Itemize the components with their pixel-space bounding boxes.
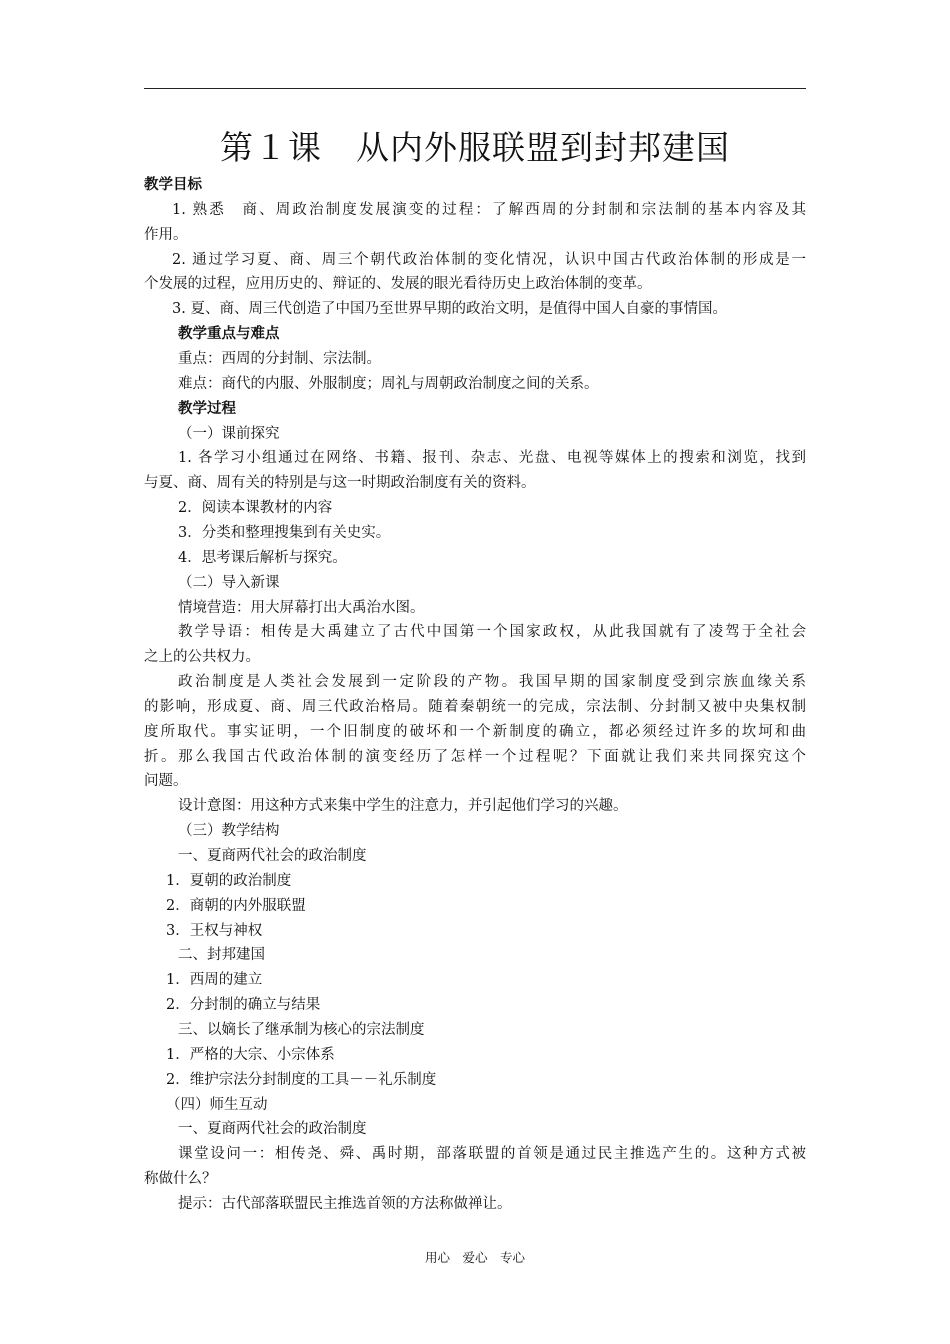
- text-line: 难点：商代的内服、外服制度；周礼与周朝政治制度之间的关系。: [178, 375, 599, 392]
- text-line: （四）师生互动: [166, 1096, 268, 1113]
- section-heading: 教学过程: [178, 399, 236, 417]
- text-line: （一）课前探究: [178, 425, 280, 442]
- text-line: 提示：古代部落联盟民主推选首领的方法称做禅让。: [178, 1195, 512, 1212]
- text-line: 2．分封制的确立与结果: [166, 997, 321, 1014]
- text-line: 3．王权与神权: [166, 922, 263, 939]
- text-line: 3．分类和整理搜集到有关史实。: [178, 524, 391, 541]
- text-line: 度所取代。事实证明，一个旧制度的破坏和一个新制度的确立，都必须经过许多的坎坷和曲: [144, 723, 806, 740]
- text-line: 2．商朝的内外服联盟: [166, 897, 306, 914]
- text-line: 1．夏朝的政治制度: [166, 872, 292, 889]
- text-line: （三）教学结构: [178, 823, 280, 840]
- text-line: 2．维护宗法分封制度的工具－－礼乐制度: [166, 1071, 437, 1088]
- text-line: 3. 夏、商、周三代创造了中国乃至世界早期的政治文明，是值得中国人自豪的事情国。: [172, 301, 727, 318]
- text-line: 4．思考课后解析与探究。: [178, 549, 347, 566]
- text-line: 作用。: [144, 226, 188, 243]
- text-line: 1. 熟悉 商、周政治制度发展演变的过程：了解西周的分封制和宗法制的基本内容及其: [172, 201, 806, 218]
- text-line: 的影响，形成夏、商、周三代政治格局。随着秦朝统一的完成，宗法制、分封制又被中央集权制: [144, 698, 806, 715]
- text-line: 1．严格的大宗、小宗体系: [166, 1046, 335, 1063]
- page-title: 第１课 从内外服联盟到封邦建国: [220, 128, 730, 167]
- text-line: 折。那么我国古代政治体制的演变经历了怎样一个过程呢？下面就让我们来共同探究这个: [144, 748, 806, 765]
- section-heading: 教学目标: [144, 176, 202, 193]
- text-line: 2．阅读本课教材的内容: [178, 500, 333, 517]
- header-rule: [144, 88, 806, 89]
- text-line: 情境营造：用大屏幕打出大禹治水图。: [178, 599, 425, 616]
- text-line: 一、夏商两代社会的政治制度: [178, 1121, 367, 1138]
- text-line: 一、夏商两代社会的政治制度: [178, 848, 367, 864]
- text-line: 问题。: [144, 773, 188, 790]
- text-line: 1. 各学习小组通过在网络、书籍、报刊、杂志、光盘、电视等媒体上的搜索和浏览，找到: [178, 450, 806, 467]
- text-line: 政治制度是人类社会发展到一定阶段的产物。我国早期的国家制度受到宗族血缘关系: [178, 674, 806, 690]
- text-line: 三、以嫡长了继承制为核心的宗法制度: [178, 1021, 425, 1038]
- section-heading: 教学重点与难点: [178, 325, 280, 343]
- text-line: 设计意图：用这种方式来集中学生的注意力，并引起他们学习的兴趣。: [178, 798, 628, 815]
- text-line: 二、封邦建国: [178, 947, 265, 964]
- text-line: 课堂设问一：相传尧、舜、禹时期，部落联盟的首领是通过民主推选产生的。这种方式被: [178, 1146, 806, 1163]
- text-line: 2. 通过学习夏、商、周三个朝代政治体制的变化情况，认识中国古代政治体制的形成是一: [172, 251, 806, 268]
- text-line: 称做什么？: [144, 1171, 217, 1187]
- text-line: 与夏、商、周有关的特别是与这一时期政治制度有关的资料。: [144, 475, 536, 492]
- text-line: 个发展的过程，应用历史的、辩证的、发展的眼光看待历史上政治体制的变革。: [144, 276, 652, 293]
- page-footer: 用心 爱心 专心: [424, 1250, 525, 1265]
- text-line: （二）导入新课: [178, 574, 280, 591]
- text-line: 重点：西周的分封制、宗法制。: [178, 351, 381, 367]
- text-line: 之上的公共权力。: [144, 649, 260, 666]
- text-line: 1．西周的建立: [166, 972, 263, 989]
- text-line: 教学导语：相传是大禹建立了古代中国第一个国家政权，从此我国就有了凌驾于全社会: [178, 624, 806, 641]
